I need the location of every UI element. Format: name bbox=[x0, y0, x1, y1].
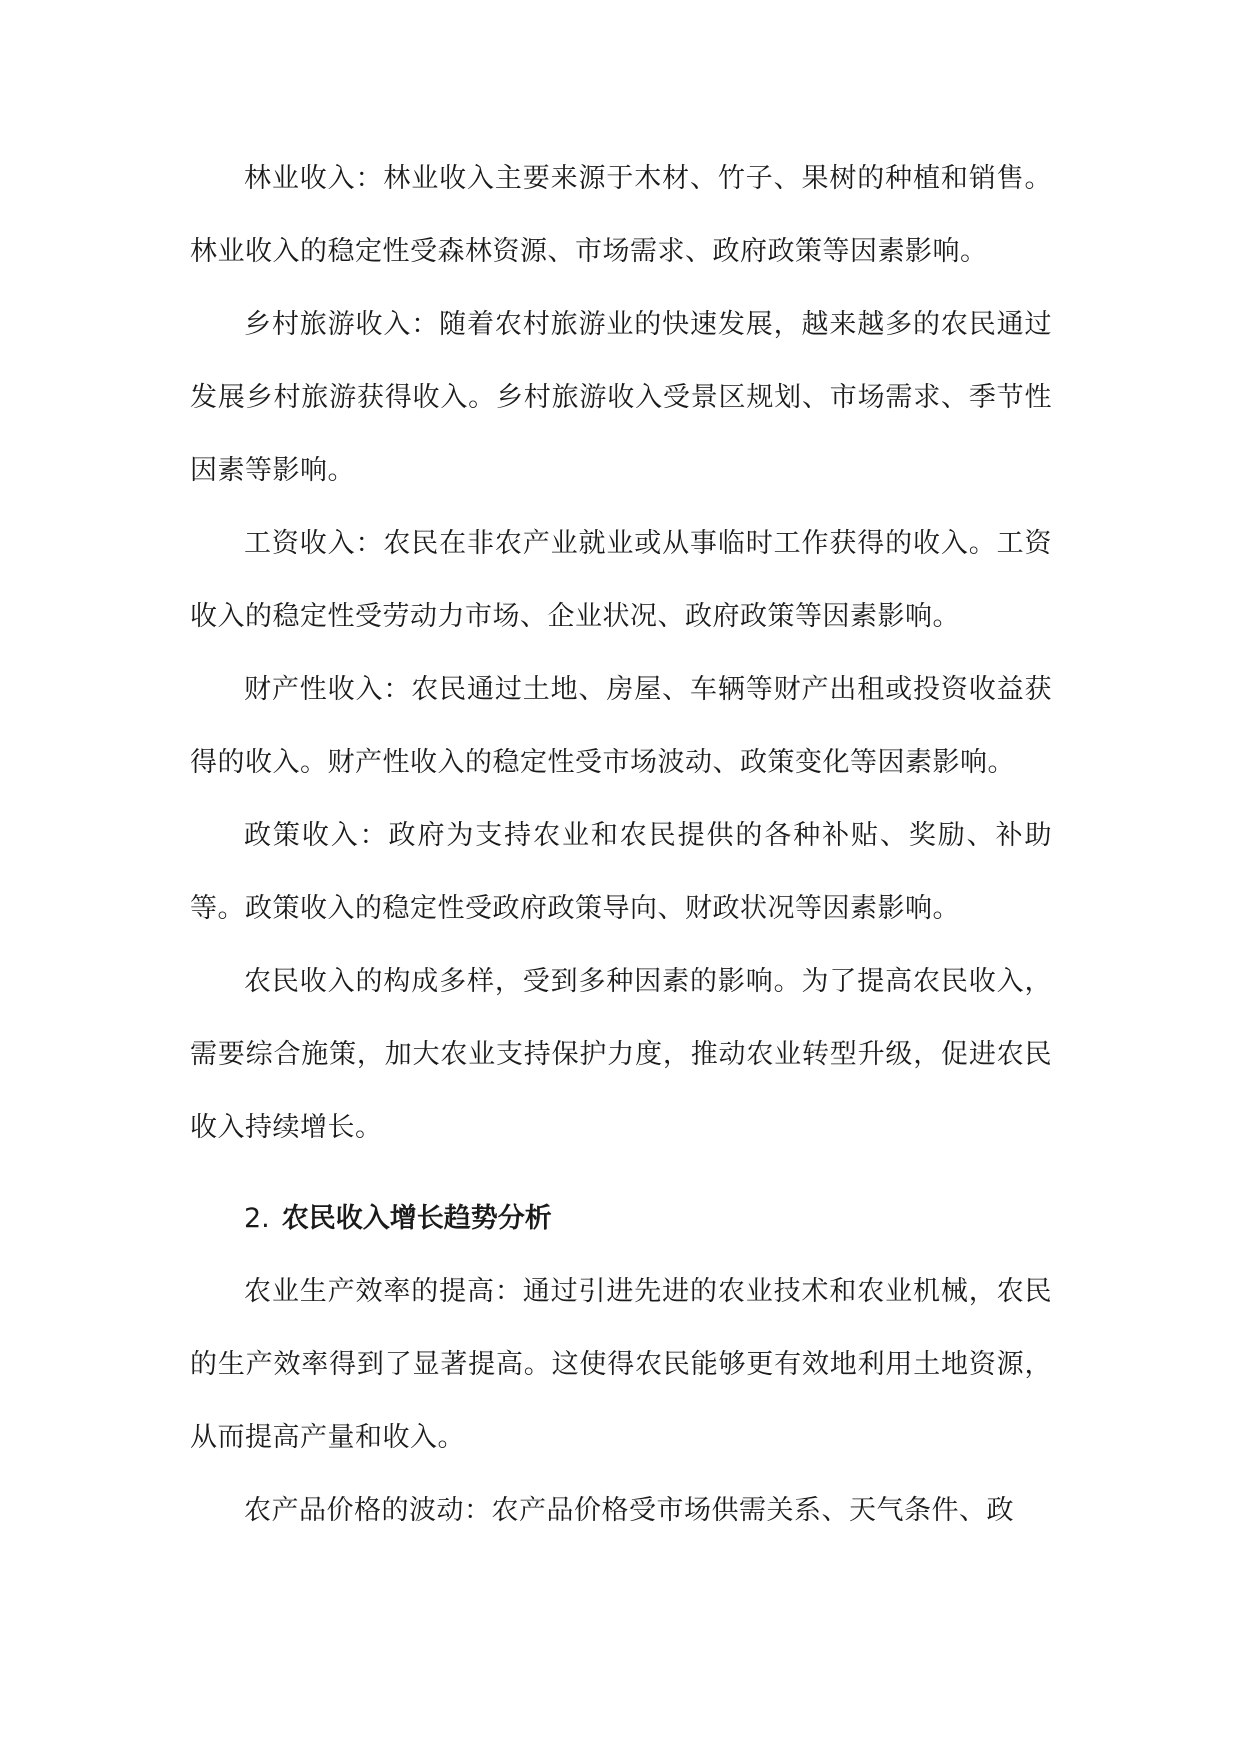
section-number: 2. bbox=[244, 1203, 270, 1234]
paragraph-production-efficiency: 农业生产效率的提高：通过引进先进的农业技术和农业机械，农民的生产效率得到了显著提高。这使得农民能够更有效地利用土地资源，从而提高产量和收入。 bbox=[190, 1276, 1052, 1453]
document-body bbox=[190, 142, 1052, 1547]
paragraph-forestry-income: 林业收入：林业收入主要来源于木材、竹子、果树的种植和销售。林业收入的稳定性受森林资源、市场需求、政府政策等因素影响。 bbox=[190, 163, 1052, 267]
paragraph-price-fluctuation: 农产品价格的波动：农产品价格受市场供需关系、天气条件、政 bbox=[244, 1495, 1014, 1526]
paragraph-rural-tourism-income: 乡村旅游收入：随着农村旅游业的快速发展，越来越多的农民通过发展乡村旅游获得收入。乡村旅游收入受景区规划、市场需求、季节性因素等影响。 bbox=[190, 309, 1052, 486]
section-heading bbox=[190, 1182, 1052, 1255]
paragraph-policy-income: 政策收入：政府为支持农业和农民提供的各种补贴、奖励、补助等。政策收入的稳定性受政府政策导向、财政状况等因素影响。 bbox=[190, 820, 1052, 924]
section-title: 农民收入增长趋势分析 bbox=[281, 1203, 552, 1234]
paragraph-income-summary: 农民收入的构成多样，受到多种因素的影响。为了提高农民收入，需要综合施策，加大农业支持保护力度，推动农业转型升级，促进农民收入持续增长。 bbox=[190, 966, 1052, 1143]
paragraph-property-income: 财产性收入：农民通过土地、房屋、车辆等财产出租或投资收益获得的收入。财产性收入的稳定性受市场波动、政策变化等因素影响。 bbox=[190, 674, 1052, 778]
paragraph-wage-income: 工资收入：农民在非农产业就业或从事临时工作获得的收入。工资收入的稳定性受劳动力市场、企业状况、政府政策等因素影响。 bbox=[190, 528, 1052, 632]
